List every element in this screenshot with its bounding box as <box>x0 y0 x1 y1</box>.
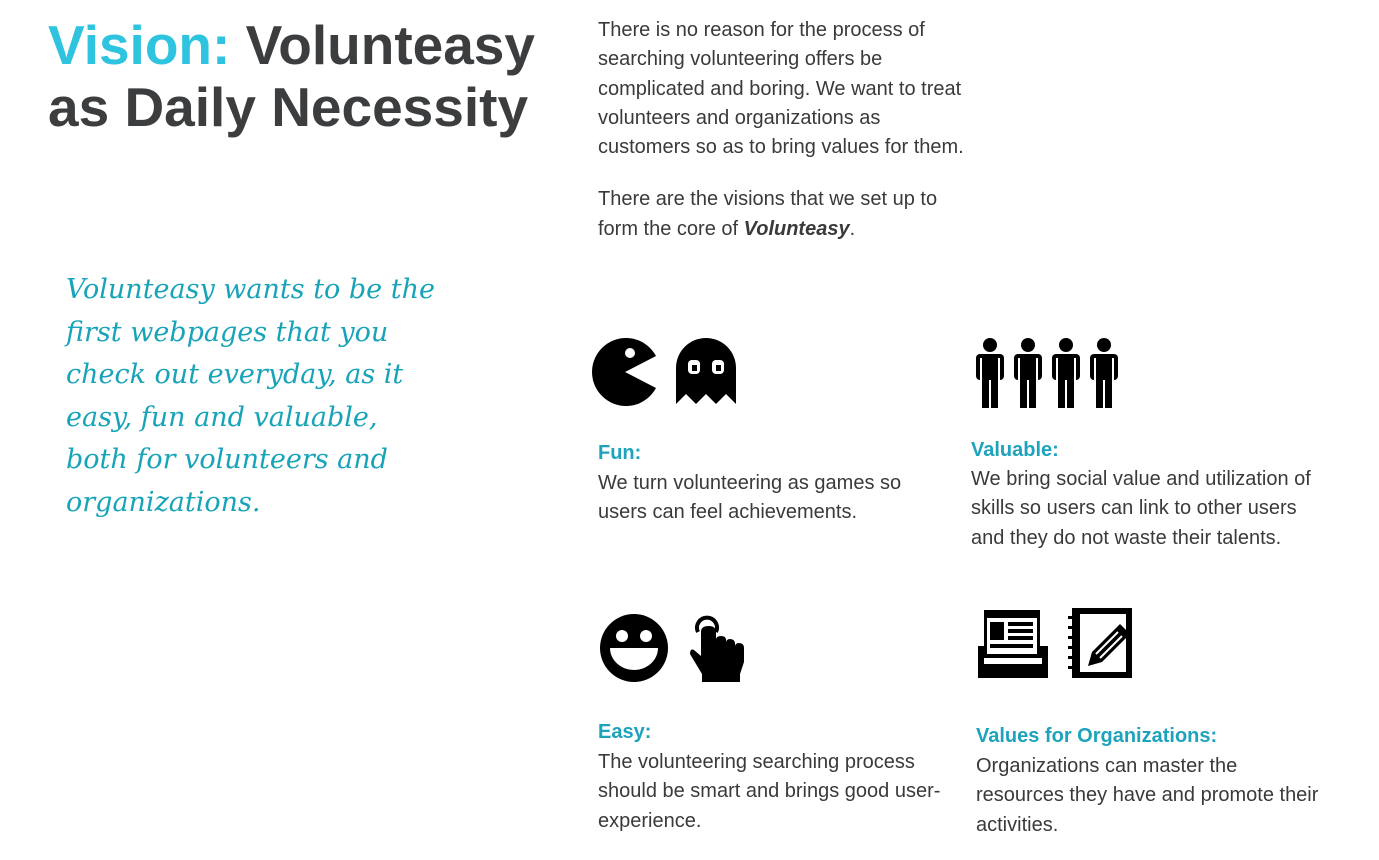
title-line1: Volunteasy <box>245 14 535 76</box>
feature-organizations-text: Organizations can master the resources they have and promote their activities. <box>976 755 1319 836</box>
feature-valuable-icons <box>971 336 1125 410</box>
intro-paragraph-1: There is no reason for the process of searching volunteering offers be complicated and boring. We want to treat volunteers and organizations as customers so as to bring values for them. <box>598 19 964 159</box>
title-accent: Vision: <box>48 14 231 76</box>
ghost-icon <box>674 334 738 410</box>
card-file-icon <box>976 606 1050 680</box>
feature-organizations-heading: Values for Organizations: <box>976 725 1218 747</box>
intro-paragraph-2-suffix: . <box>849 217 856 240</box>
feature-organizations <box>976 606 1326 846</box>
intro-paragraph-2-prefix: There are the visions that we set up to form the core of <box>598 188 938 240</box>
feature-fun <box>590 334 940 534</box>
people-icon <box>971 336 1125 410</box>
feature-fun-icons <box>590 334 738 410</box>
intro-paragraph-2 <box>598 185 968 244</box>
feature-fun-heading: Fun: <box>598 442 642 464</box>
feature-valuable-text: We bring social value and utilization of skills so users can link to other users and they do not waste their talents. <box>971 468 1311 549</box>
intro-text <box>598 16 968 244</box>
feature-valuable-heading: Valuable: <box>971 439 1059 461</box>
brand-name: Volunteasy <box>743 217 850 240</box>
feature-easy-heading: Easy: <box>598 721 652 743</box>
feature-easy <box>598 612 948 842</box>
smiley-icon <box>598 612 670 684</box>
page-title <box>48 14 535 138</box>
vision-quote: Volunteasy wants to be the first webpages that you check out everyday, as it easy, fun and valuable, both for volunteers and organizations. <box>66 274 435 518</box>
notepad-pencil-icon <box>1066 606 1138 680</box>
title-line2: as Daily Necessity <box>48 76 529 138</box>
feature-organizations-icons <box>976 606 1138 680</box>
pointing-hand-icon <box>688 612 748 684</box>
feature-easy-icons <box>598 612 748 684</box>
feature-valuable <box>971 336 1321 586</box>
pacman-icon <box>590 334 660 410</box>
feature-fun-text: We turn volunteering as games so users can feel achievements. <box>598 472 902 524</box>
feature-easy-text: The volunteering searching process should be smart and brings good user-experience. <box>598 751 941 832</box>
